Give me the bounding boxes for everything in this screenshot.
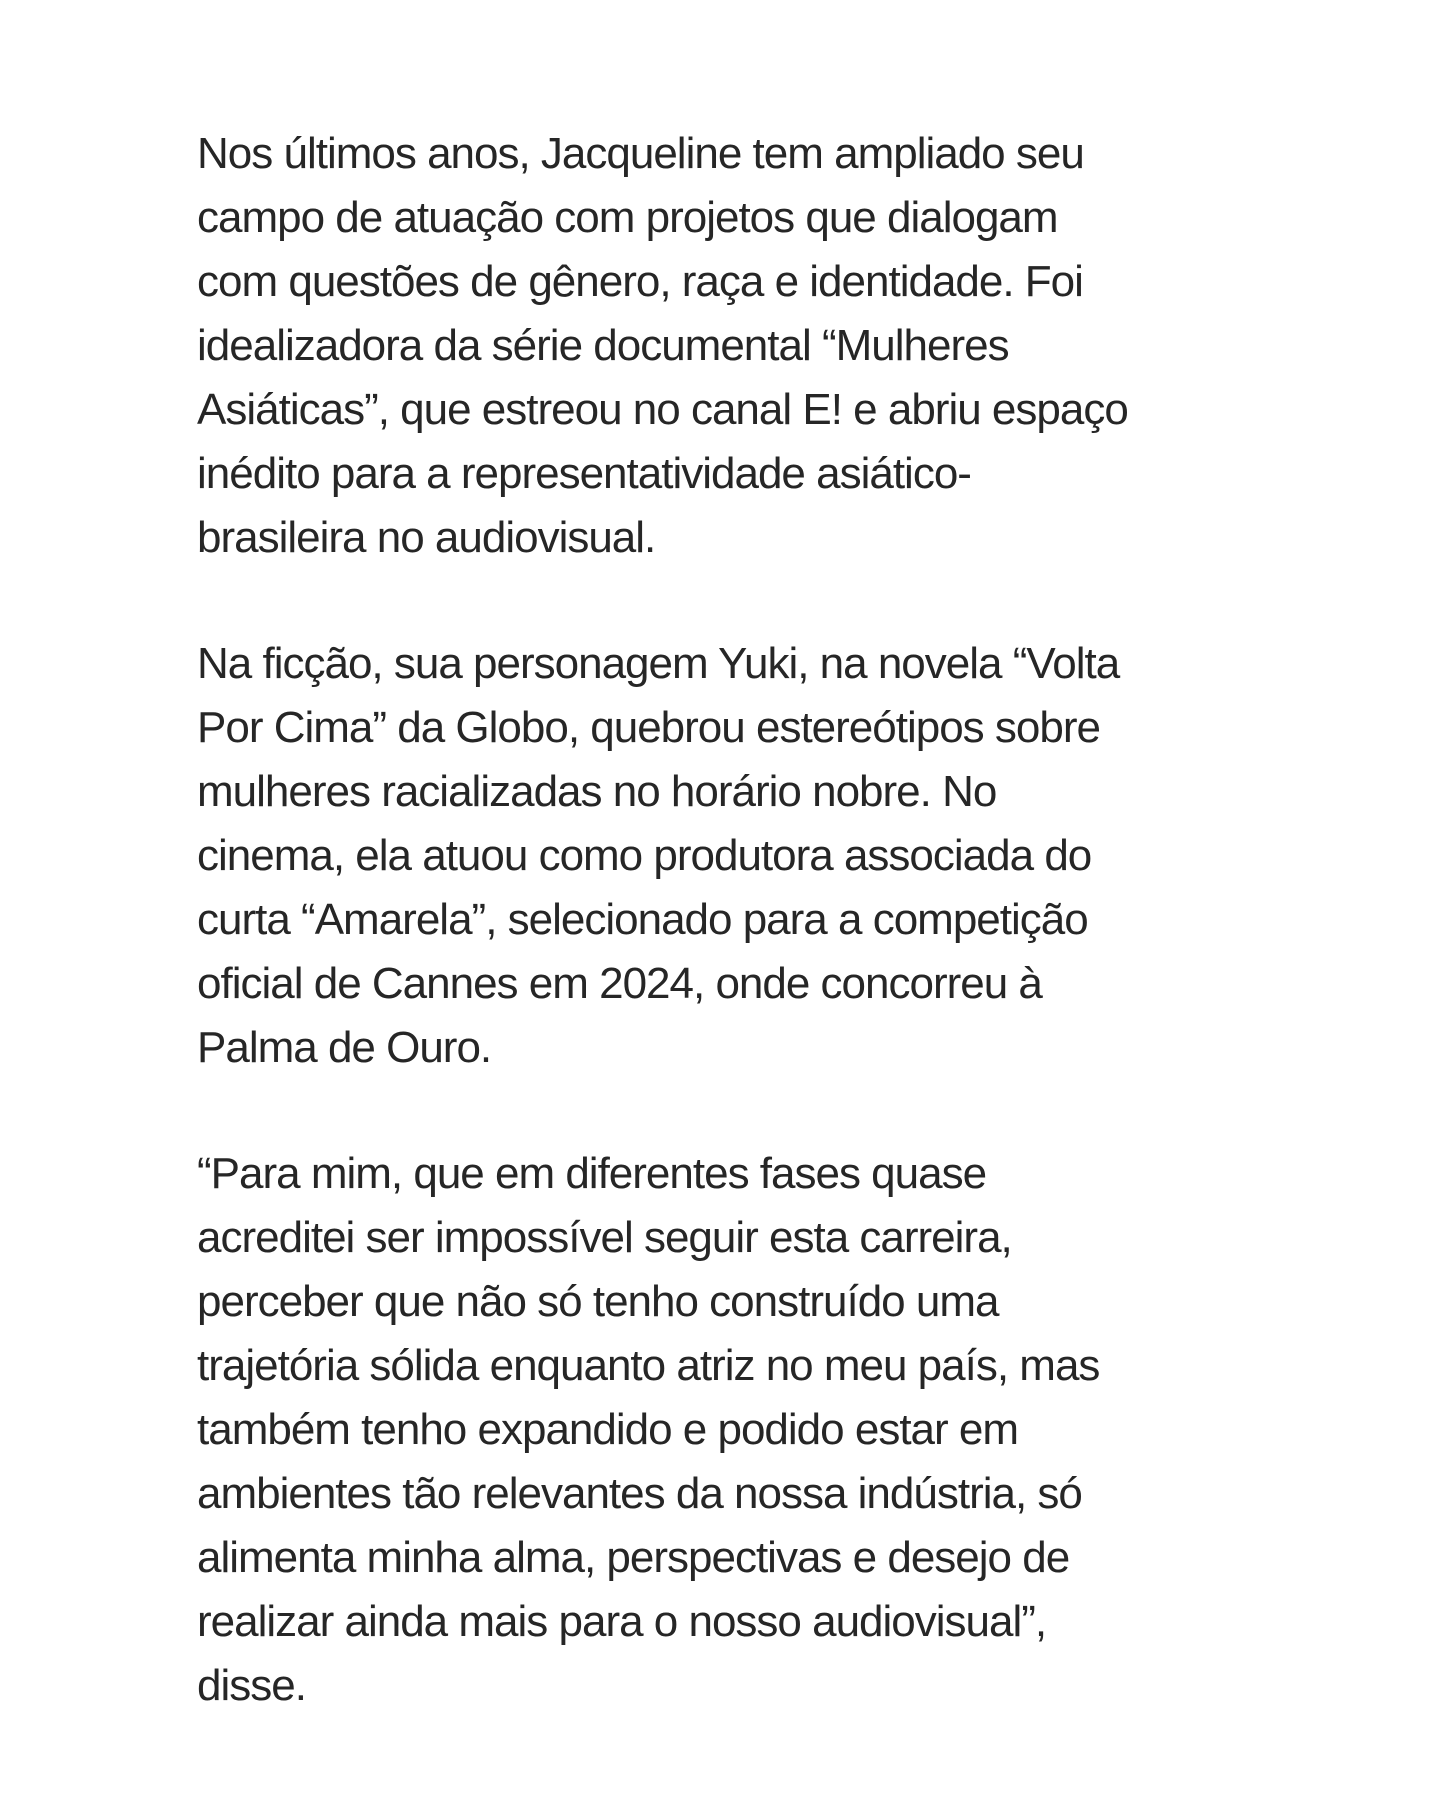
paragraph-career-projects <box>197 122 1257 570</box>
text-line: perceber que não só tenho construído uma <box>197 1277 999 1326</box>
text-line: também tenho expandido e podido estar em <box>197 1405 1019 1454</box>
text-line: Por Cima” da Globo, quebrou estereótipos sobre <box>197 703 1100 752</box>
text-line: Na ficção, sua personagem Yuki, na novela “Volta <box>197 639 1120 688</box>
text-line: oficial de Cannes em 2024, onde concorreu à <box>197 959 1042 1008</box>
text-line: alimenta minha alma, perspectivas e desejo de <box>197 1533 1070 1582</box>
paragraph-quote <box>197 1142 1257 1718</box>
text-line: acreditei ser impossível seguir esta carreira, <box>197 1213 1012 1262</box>
article-body <box>197 122 1257 1718</box>
text-line: brasileira no audiovisual. <box>197 513 656 562</box>
text-line: mulheres racializadas no horário nobre. No <box>197 767 997 816</box>
text-line: trajetória sólida enquanto atriz no meu país, mas <box>197 1341 1100 1390</box>
text-line: idealizadora da série documental “Mulheres <box>197 321 1009 370</box>
text-line: Asiáticas”, que estreou no canal E! e abriu espaço <box>197 385 1128 434</box>
text-line: Nos últimos anos, Jacqueline tem ampliado seu <box>197 129 1084 178</box>
text-line: curta “Amarela”, selecionado para a competição <box>197 895 1088 944</box>
text-line: cinema, ela atuou como produtora associada do <box>197 831 1092 880</box>
text-line: disse. <box>197 1661 306 1710</box>
text-line: realizar ainda mais para o nosso audiovisual”, <box>197 1597 1047 1646</box>
text-line: ambientes tão relevantes da nossa indústria, só <box>197 1469 1082 1518</box>
text-line: com questões de gênero, raça e identidade. Foi <box>197 257 1083 306</box>
text-line: inédito para a representatividade asiático- <box>197 449 971 498</box>
text-line: Palma de Ouro. <box>197 1023 492 1072</box>
paragraph-fiction-cinema <box>197 632 1257 1080</box>
text-line: campo de atuação com projetos que dialogam <box>197 193 1058 242</box>
text-line: “Para mim, que em diferentes fases quase <box>197 1149 987 1198</box>
